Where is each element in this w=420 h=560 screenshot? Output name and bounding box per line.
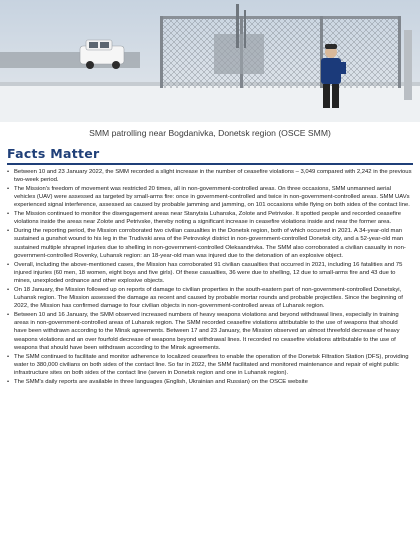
facts-list: [0, 168, 420, 386]
list-item: • On 18 January, the Mission followed up on reports of damage to civilian properties in the south-eastern part of non-government-controlled Donetskyi, Luhansk region. The Mission assessed the damage as recent and caused by probable mortar rounds and probable projectiles. Since the beginning of 2022, the Mission has confirmed damage to four civilian objects in non-government-controlled areas of Luhansk region.: [7, 286, 412, 311]
list-item: • Between 10 and 23 January 2022, the SMM recorded a slight increase in the number of ceasefire violations – 3,049 compared with 2,242 in the previous two-week period.: [7, 168, 412, 184]
list-item: • The SMM's daily reports are available in three languages (English, Ukrainian and Russian) on the OSCE website: [7, 378, 412, 386]
patrol-photo-illustration: [0, 0, 420, 122]
list-item: • During the reporting period, the Mission corroborated two civilian casualties in the Donetsk region, both of which occurred in 2021. A 34-year-old man sustained a gunshot wound to his leg in the Trudivski area of the Petrovskyi district in non-government-controlled Donetsk city, and a 52-year-old man sustained multiple shrapnel injuries due to shelling in non-government-controlled Oleksandrivka. The SMM also corroborated a civilian casualty in non-government-controlled Rovenky, Luhansk region: an 18-year-old man was injured due to the detonation of an explosive object.: [7, 227, 412, 260]
section-title: Facts Matter: [7, 146, 100, 161]
title-rule: [7, 163, 413, 165]
list-item: • Overall, including the above-mentioned cases, the Mission has corroborated 91 civilian casualties that occurred in 2021, including 16 fatalities and 75 injured injuries (60 men, 18 women, eight boys and five girls). Of these casualties, 36 were due to shelling, 12 due to small-arms fire and 43 due to mines, unexploded ordnance and other explosive objects.: [7, 261, 412, 286]
snowy-ground: [0, 84, 420, 122]
photo-caption: SMM patrolling near Bogdanivka, Donetsk region (OSCE SMM): [89, 128, 331, 138]
list-item: • The Mission's freedom of movement was restricted 20 times, all in non-government-controlled areas. On three occasions, SMM unmanned aerial vehicles (UAV) were assessed as targeted by small-arms fire: once in government-controlled and twice in non-government-controlled areas. SMM UAVs experienced signal interference, assessed as caused by probable jamming and jamming, on 101 occasions while flying on both sides of the contact line.: [7, 185, 412, 210]
list-item: • Between 10 and 16 January, the SMM observed increased numbers of heavy weapons violations and beyond withdrawal lines, especially in training areas in non-government-controlled areas of Luhansk region. The SMM recorded ceasefire violations attributable to the use of weapons that should have been withdrawn according to the Minsk agreements. Between 17 and 23 January, the Mission observed an almost threefold decrease of heavy weapons violations and an over fourfold decrease of weapons beyond withdrawal lines. It recorded no ceasefire violations attributable to the use of weapons that should have been withdrawn according to the Minsk agreements.: [7, 311, 412, 352]
header-photo: [0, 0, 420, 122]
list-item: • The Mission continued to monitor the disengagement areas near Stanytsia Luhanska, Zolote and Petrivske. It spotted people and recorded ceasefire violations inside the areas near Zolote and Petrivske, thereby noting a significant increase in ceasefire violations inside and near the former area.: [7, 210, 412, 226]
chain-link-fence: [160, 16, 401, 88]
list-item: • The SMM continued to facilitate and monitor adherence to localized ceasefires to enable the operation of the Donetsk Filtration Station (DFS), providing water to 380,000 civilians on both sides of the contact line. So far in 2022, the SMM facilitated and monitored maintenance and repair of eight public infrastructure sites on both sides of the contact line (seven in Donetsk region and one in Luhansk region).: [7, 353, 412, 378]
